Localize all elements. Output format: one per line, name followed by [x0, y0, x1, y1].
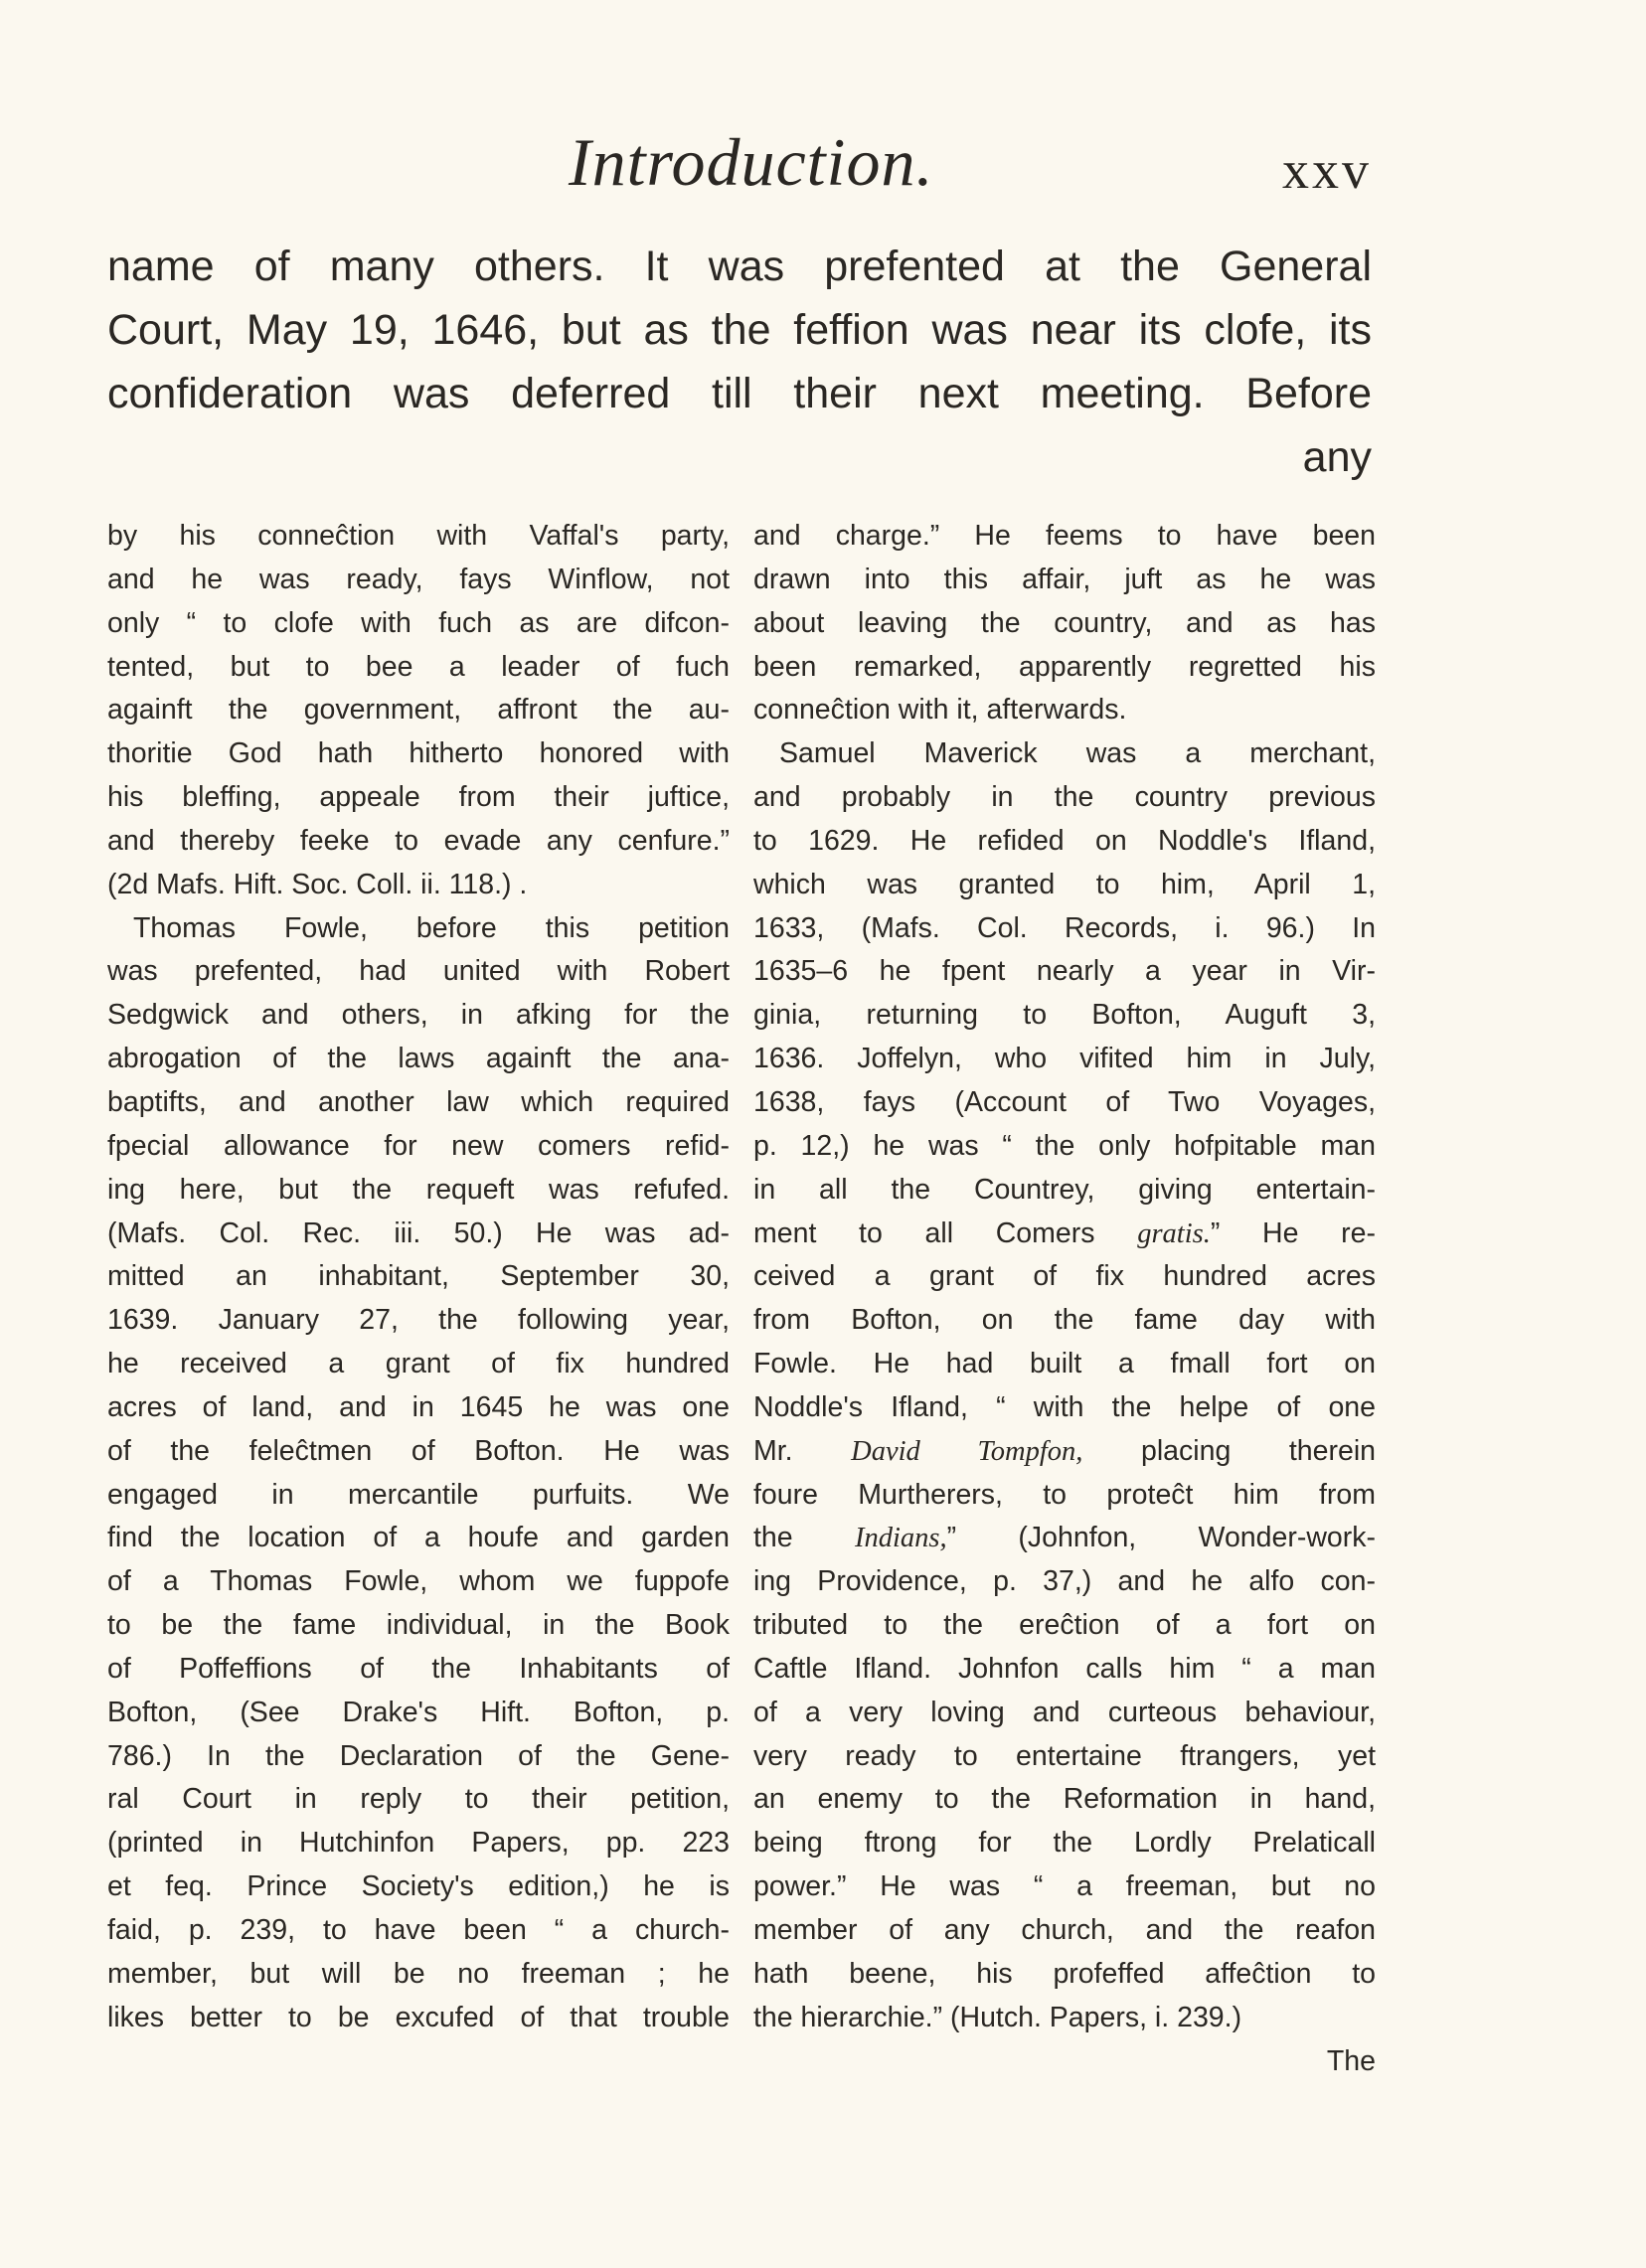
text-line: et feq. Prince Society's edition,) he is: [107, 1870, 730, 1903]
text-line: member of any church, and the reafon: [753, 1914, 1376, 1946]
text-line: and charge.” He feems to have been: [753, 520, 1376, 552]
text-line: Bofton, (See Drake's Hift. Bofton, p.: [107, 1696, 730, 1728]
text-segment: the: [753, 1522, 855, 1554]
text-line: 786.) In the Declaration of the Gene-: [107, 1739, 730, 1772]
text-line: hath beene, his profeffed affeĉtion to: [753, 1957, 1376, 1990]
text-line: 1638, fays (Account of Two Voyages,: [753, 1085, 1376, 1118]
text-line: (2d Mafs. Hift. Soc. Coll. ii. 118.) .: [107, 868, 528, 900]
text-line: and he was ready, fays Winflow, not: [107, 563, 730, 595]
text-line: of a Thomas Fowle, whom we fuppofe: [107, 1565, 730, 1598]
lead-line: name of many others. It was prefented at the General: [107, 243, 1372, 290]
text-line: conneĉtion with it, afterwards.: [753, 694, 1127, 727]
text-line: his bleffing, appeale from their juftice,: [107, 781, 730, 814]
text-segment: ment to all Comers: [753, 1216, 1138, 1249]
text-line: Caftle Ifland. Johnfon calls him “ a man: [753, 1652, 1376, 1685]
lead-line: Court, May 19, 1646, but as the feffion was near its clofe, its: [107, 306, 1372, 354]
footnote-column-left: [107, 515, 730, 2040]
text-line: and thereby feeke to evade any cenfure.”: [107, 824, 730, 857]
text-line: to be the fame individual, in the Book: [107, 1609, 730, 1642]
running-title: Introduction.: [569, 124, 934, 200]
text-line: (Mafs. Col. Rec. iii. 50.) He was ad-: [107, 1216, 730, 1249]
text-line: againft the government, affront the au-: [107, 694, 730, 727]
text-line: which was granted to him, April 1,: [753, 868, 1376, 900]
text-line: p. 12,) he was “ the only hofpitable man: [753, 1129, 1376, 1162]
text-line: Noddle's Ifland, “ with the helpe of one: [753, 1390, 1376, 1423]
text-line: ceived a grant of fix hundred acres: [753, 1260, 1376, 1293]
text-segment: ” (Johnfon, Wonder-work-: [946, 1522, 1376, 1554]
text-line: ing Providence, p. 37,) and he alfo con-: [753, 1565, 1376, 1598]
text-line: he received a grant of fix hundred: [107, 1348, 730, 1380]
text-segment: ” He re-: [1210, 1216, 1376, 1249]
footnote-column-right: [753, 515, 1376, 2083]
lead-paragraph: [107, 235, 1372, 489]
text-line: [753, 1517, 1376, 1560]
text-line: fpecial allowance for new comers refid-: [107, 1129, 730, 1162]
text-line: very ready to entertaine ftrangers, yet: [753, 1739, 1376, 1772]
running-head: [107, 117, 1372, 207]
text-line: 1635–6 he fpent nearly a year in Vir-: [753, 955, 1376, 988]
text-line: thoritie God hath hitherto honored with: [107, 737, 730, 770]
lead-line: confideration was deferred till their next meeting. Before: [107, 370, 1372, 417]
italic-segment: gratis.: [1137, 1217, 1211, 1249]
text-line: Sedgwick and others, in afking for the: [107, 999, 730, 1032]
text-line: baptifts, and another law which required: [107, 1085, 730, 1118]
text-line: the hierarchie.” (Hutch. Papers, i. 239.): [753, 2001, 1242, 2033]
text-line: 1639. January 27, the following year,: [107, 1304, 730, 1337]
text-line: mitted an inhabitant, September 30,: [107, 1260, 730, 1293]
text-line: by his conneĉtion with Vaffal's party,: [107, 520, 730, 552]
text-line: (printed in Hutchinfon Papers, pp. 223: [107, 1827, 730, 1860]
text-line: abrogation of the laws againft the ana-: [107, 1043, 730, 1075]
text-line: acres of land, and in 1645 he was one: [107, 1390, 730, 1423]
text-line: of the feleĉtmen of Bofton. He was: [107, 1434, 730, 1467]
text-line: tented, but to bee a leader of fuch: [107, 650, 730, 683]
text-line: foure Murtherers, to proteĉt him from: [753, 1478, 1376, 1511]
italic-segment: Indians,: [854, 1523, 947, 1554]
text-line: faid, p. 239, to have been “ a church-: [107, 1914, 730, 1946]
text-line: and probably in the country previous: [753, 781, 1376, 814]
text-line: to 1629. He refided on Noddle's Ifland,: [753, 824, 1376, 857]
text-line: drawn into this affair, juft as he was: [753, 563, 1376, 595]
text-line: was prefented, had united with Robert: [107, 955, 730, 988]
text-line: likes better to be excufed of that trouble: [107, 2001, 730, 2033]
text-line: about leaving the country, and as has: [753, 606, 1376, 639]
text-line: of a very loving and curteous behaviour,: [753, 1696, 1376, 1728]
text-line: ginia, returning to Bofton, Auguft 3,: [753, 999, 1376, 1032]
text-segment: placing therein: [1082, 1434, 1376, 1467]
text-line: power.” He was “ a freeman, but no: [753, 1870, 1376, 1903]
text-line: from Bofton, on the fame day with: [753, 1304, 1376, 1337]
text-line: ing here, but the requeft was refufed.: [107, 1173, 730, 1206]
italic-segment: David Tompfon,: [851, 1435, 1083, 1467]
page-number: xxv: [1282, 140, 1372, 200]
text-segment: Mr.: [753, 1434, 852, 1467]
text-line: Samuel Maverick was a merchant,: [779, 737, 1376, 770]
text-line: engaged in mercantile purfuits. We: [107, 1478, 730, 1511]
text-line: 1636. Joffelyn, who vifited him in July,: [753, 1043, 1376, 1075]
text-line: been remarked, apparently regretted his: [753, 650, 1376, 683]
text-line: an enemy to the Reformation in hand,: [753, 1783, 1376, 1816]
catchword: The: [1326, 2044, 1376, 2077]
text-line: [753, 1213, 1376, 1256]
text-line: tributed to the ereĉtion of a fort on: [753, 1609, 1376, 1642]
text-line: being ftrong for the Lordly Prelaticall: [753, 1827, 1376, 1860]
text-line: only “ to clofe with fuch as are difcon-: [107, 606, 730, 639]
text-line: of Poffeffions of the Inhabitants of: [107, 1652, 730, 1685]
text-line: member, but will be no freeman ; he: [107, 1957, 730, 1990]
text-line: [753, 1430, 1376, 1474]
text-line: find the location of a houfe and garden: [107, 1522, 730, 1554]
text-line: Fowle. He had built a fmall fort on: [753, 1348, 1376, 1380]
text-line: 1633, (Mafs. Col. Records, i. 96.) In: [753, 911, 1376, 944]
catchword: any: [1302, 433, 1372, 481]
text-line: in all the Countrey, giving entertain-: [753, 1173, 1376, 1206]
text-line: ral Court in reply to their petition,: [107, 1783, 730, 1816]
text-line: Thomas Fowle, before this petition: [133, 911, 730, 944]
